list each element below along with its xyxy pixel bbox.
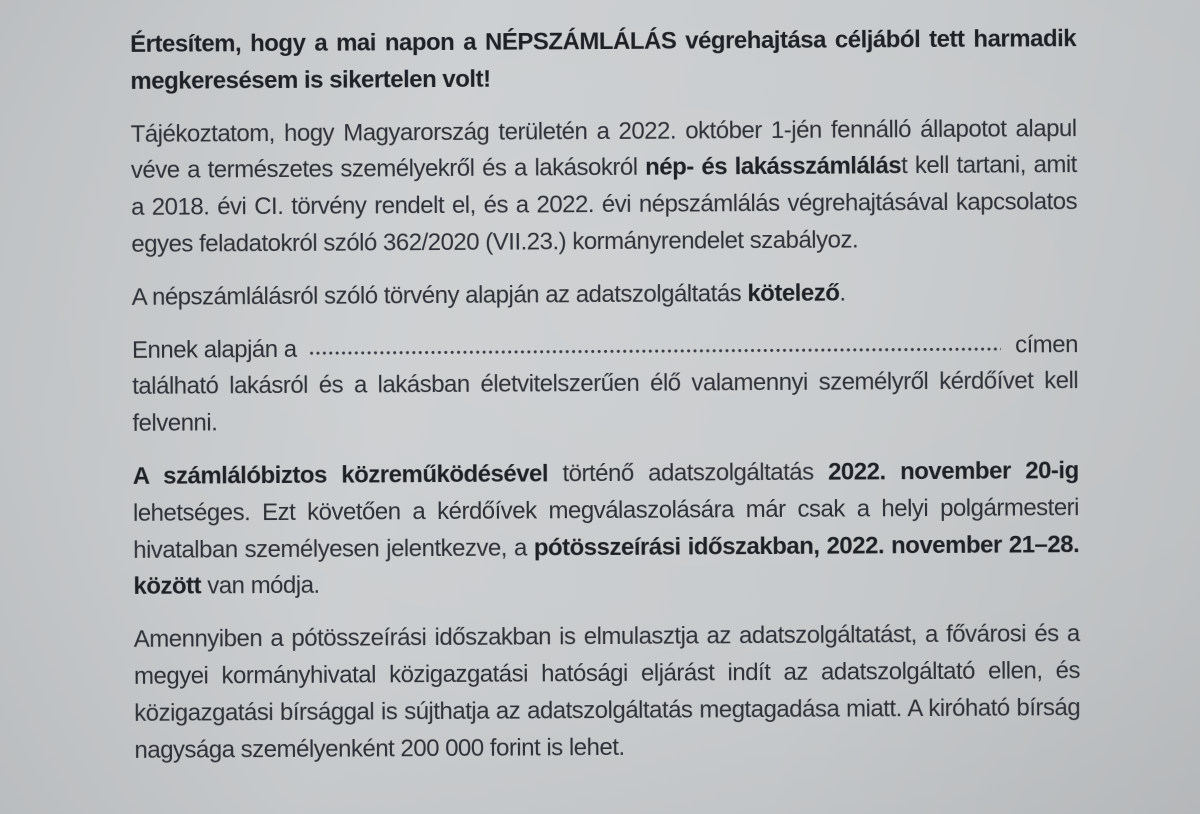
paragraph-address-paragraph: [132, 327, 1079, 443]
body-text-run: található lakásról és a lakásban életvitelszerűen élő valamennyi személyről kérdőívet kell felvenni.: [132, 367, 1079, 438]
paragraph-notice-heading: [130, 21, 1076, 100]
address-line: [132, 327, 1078, 370]
body-text-run: A népszámlálásról szóló törvény alapján az adatszolgáltatás: [131, 279, 748, 311]
document-page: [130, 21, 1081, 769]
body-text-run: .: [839, 279, 846, 307]
body-text-run: Amennyiben a pótösszeírási időszakban is elmulasztja az adatszolgáltatást, a fővárosi és a megyei kormányhivatal közigazgatási hatósági eljárást indít az adatszolgáltató ellen, és közigazgatási bírsággal is sújthatja az adatszolgáltatás megtagadása miatt. A kiróható bírság nagysága személyenként 200 000 forint is lehet.: [133, 620, 1081, 764]
bold-text-run: A számlálóbiztos közreműködésével: [132, 460, 549, 490]
body-text-run: t kell tartani, amit a 2018. évi CI. törvény rendelt el, és a 2022. évi népszámlálás végrehajtásával kapcsolatos egyes feladatokról szóló 362/2020 (VII.23.) kormányrendelet szabályoz.: [131, 151, 1078, 258]
bold-text-run: 2022. november 20-ig: [827, 457, 1079, 486]
bold-text-run: nép- és lakásszámlálás: [645, 152, 902, 182]
address-blank-dotted-line: [309, 343, 1002, 356]
body-text-run: Tájékoztatom, hogy Magyarország területén a 2022. október 1-jén fennálló állapotot alapul véve a természetes személyekről és a lakásokról: [130, 114, 1077, 185]
address-line-prefix: Ennek alapján a: [131, 335, 297, 364]
paragraph-penalty-warning: [134, 616, 1081, 769]
paragraph-deadline-info: [133, 453, 1080, 606]
bold-text-run: pótösszeírási időszakban, 2022. november 21–28. között: [133, 530, 1080, 601]
body-text-run: van módja.: [201, 572, 320, 600]
bold-text-run: kötelező: [747, 279, 840, 307]
paragraph-census-legal-info: [131, 111, 1078, 264]
paragraph-data-provision-obligation: [132, 274, 1078, 317]
body-text-run: történő adatszolgáltatás: [547, 458, 829, 488]
body-text-run: lehetséges. Ezt követően a kérdőívek megválaszolására már csak a helyi polgármesteri hivatalban személyesen jelentkezve, a: [132, 493, 1080, 564]
bold-text-run: Értesítem, hogy a mai napon a NÉPSZÁMLÁLÁS végrehajtása céljából tett harmadik megkeresésem is sikertelen volt!: [130, 25, 1077, 95]
address-line-suffix: címen: [1015, 330, 1079, 359]
